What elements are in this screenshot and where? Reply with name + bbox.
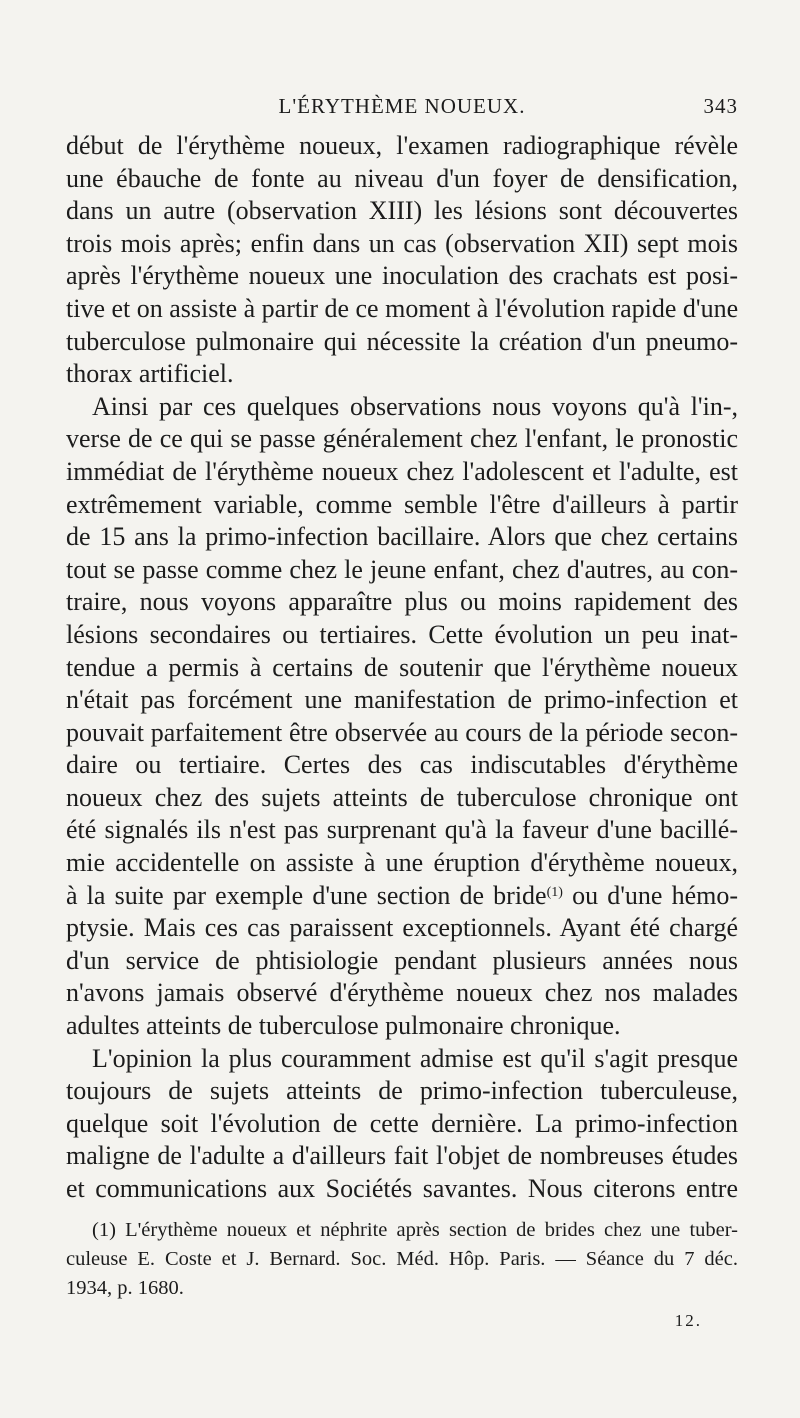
footnote-line: culeuse E. Coste et J. Bernard. Soc. Méd. Hôp. Paris. — Séance du 7 déc. bbox=[66, 1248, 738, 1270]
text-line: une ébauche de fonte au niveau d'un foyer de densification, bbox=[66, 163, 738, 193]
body-text bbox=[66, 130, 738, 1206]
text-line: lésions secondaires ou tertiaires. Cette évolution un peu inat- bbox=[66, 619, 738, 649]
page-header bbox=[66, 94, 738, 124]
text-line: n'avons jamais observé d'érythème noueux chez nos malades bbox=[66, 978, 738, 1008]
text-line: n'était pas forcément une manifestation de primo-infection et bbox=[66, 685, 738, 715]
text-line: quelque soit l'évolution de cette dernière. La primo-infection bbox=[66, 1108, 738, 1138]
footnotes bbox=[66, 1216, 738, 1303]
text-line: tendue a permis à certains de soutenir que l'érythème noueux bbox=[66, 652, 738, 682]
text-line: traire, nous voyons apparaître plus ou moins rapidement des bbox=[66, 587, 738, 617]
text-line: daire ou tertiaire. Certes des cas indiscutables d'érythème bbox=[66, 750, 738, 780]
running-title: L'ÉRYTHÈME NOUEUX. bbox=[278, 94, 526, 118]
text-line: toujours de sujets atteints de primo-infection tuberculeuse, bbox=[66, 1076, 738, 1106]
text-line: thorax artificiel. bbox=[66, 359, 234, 389]
text-line: tuberculose pulmonaire qui nécessite la création d'un pneumo- bbox=[66, 326, 738, 356]
footnote-line: (1) L'érythème noueux et néphrite après section de brides chez une tuber- bbox=[92, 1219, 738, 1241]
text-line: noueux chez des sujets atteints de tuberculose chronique ont bbox=[66, 782, 738, 812]
signature-mark: 12. bbox=[674, 1311, 702, 1330]
text-line: pouvait parfaitement être observée au cours de la période secon- bbox=[66, 717, 738, 747]
text-line: mie accidentelle on assiste à une éruption d'érythème noueux, bbox=[66, 848, 738, 878]
text-line: Ainsi par ces quelques observations nous voyons qu'à l'in-, bbox=[92, 391, 738, 421]
text-line-start: à la suite par exemple d'une section de bride bbox=[66, 880, 547, 910]
text-line: d'un service de phtisiologie pendant plusieurs années nous bbox=[66, 945, 738, 975]
footnote-reference: (1) bbox=[546, 884, 563, 900]
text-line: trois mois après; enfin dans un cas (observation XII) sept mois bbox=[66, 228, 738, 258]
text-line: extrêmement variable, comme semble l'être d'ailleurs à partir bbox=[66, 489, 738, 519]
text-line: après l'érythème noueux une inoculation des crachats est posi- bbox=[66, 261, 738, 291]
text-line: dans un autre (observation XIII) les lésions sont découvertes bbox=[66, 196, 738, 226]
text-line: verse de ce qui se passe généralement chez l'enfant, le pronostic bbox=[66, 424, 738, 454]
text-line: tout se passe comme chez le jeune enfant, chez d'autres, au con- bbox=[66, 554, 738, 584]
text-line: adultes atteints de tuberculose pulmonaire chronique. bbox=[66, 1011, 621, 1041]
text-line: tive et on assiste à partir de ce moment à l'évolution rapide d'une bbox=[66, 293, 739, 323]
text-line: immédiat de l'érythème noueux chez l'adolescent et l'adulte, est bbox=[66, 456, 738, 486]
text-line: été signalés ils n'est pas surprenant qu'à la faveur d'une bacillé- bbox=[66, 815, 738, 845]
text-line: début de l'érythème noueux, l'examen radiographique révèle bbox=[66, 131, 738, 160]
text-line-end: ou d'une hémo- bbox=[562, 880, 738, 910]
text-line-with-footnote-ref bbox=[66, 880, 738, 913]
footnote-line: 1934, p. 1680. bbox=[66, 1277, 184, 1299]
text-line: et communications aux Sociétés savantes. Nous citerons entre bbox=[66, 1174, 738, 1203]
text-line: maligne de l'adulte a d'ailleurs fait l'objet de nombreuses études bbox=[66, 1141, 738, 1171]
text-line: de 15 ans la primo-infection bacillaire. Alors que chez certains bbox=[66, 522, 738, 552]
text-line: L'opinion la plus couramment admise est qu'il s'agit presque bbox=[92, 1043, 738, 1073]
page-number: 343 bbox=[703, 94, 738, 118]
text-line: ptysie. Mais ces cas paraissent exceptionnels. Ayant été chargé bbox=[66, 913, 738, 943]
